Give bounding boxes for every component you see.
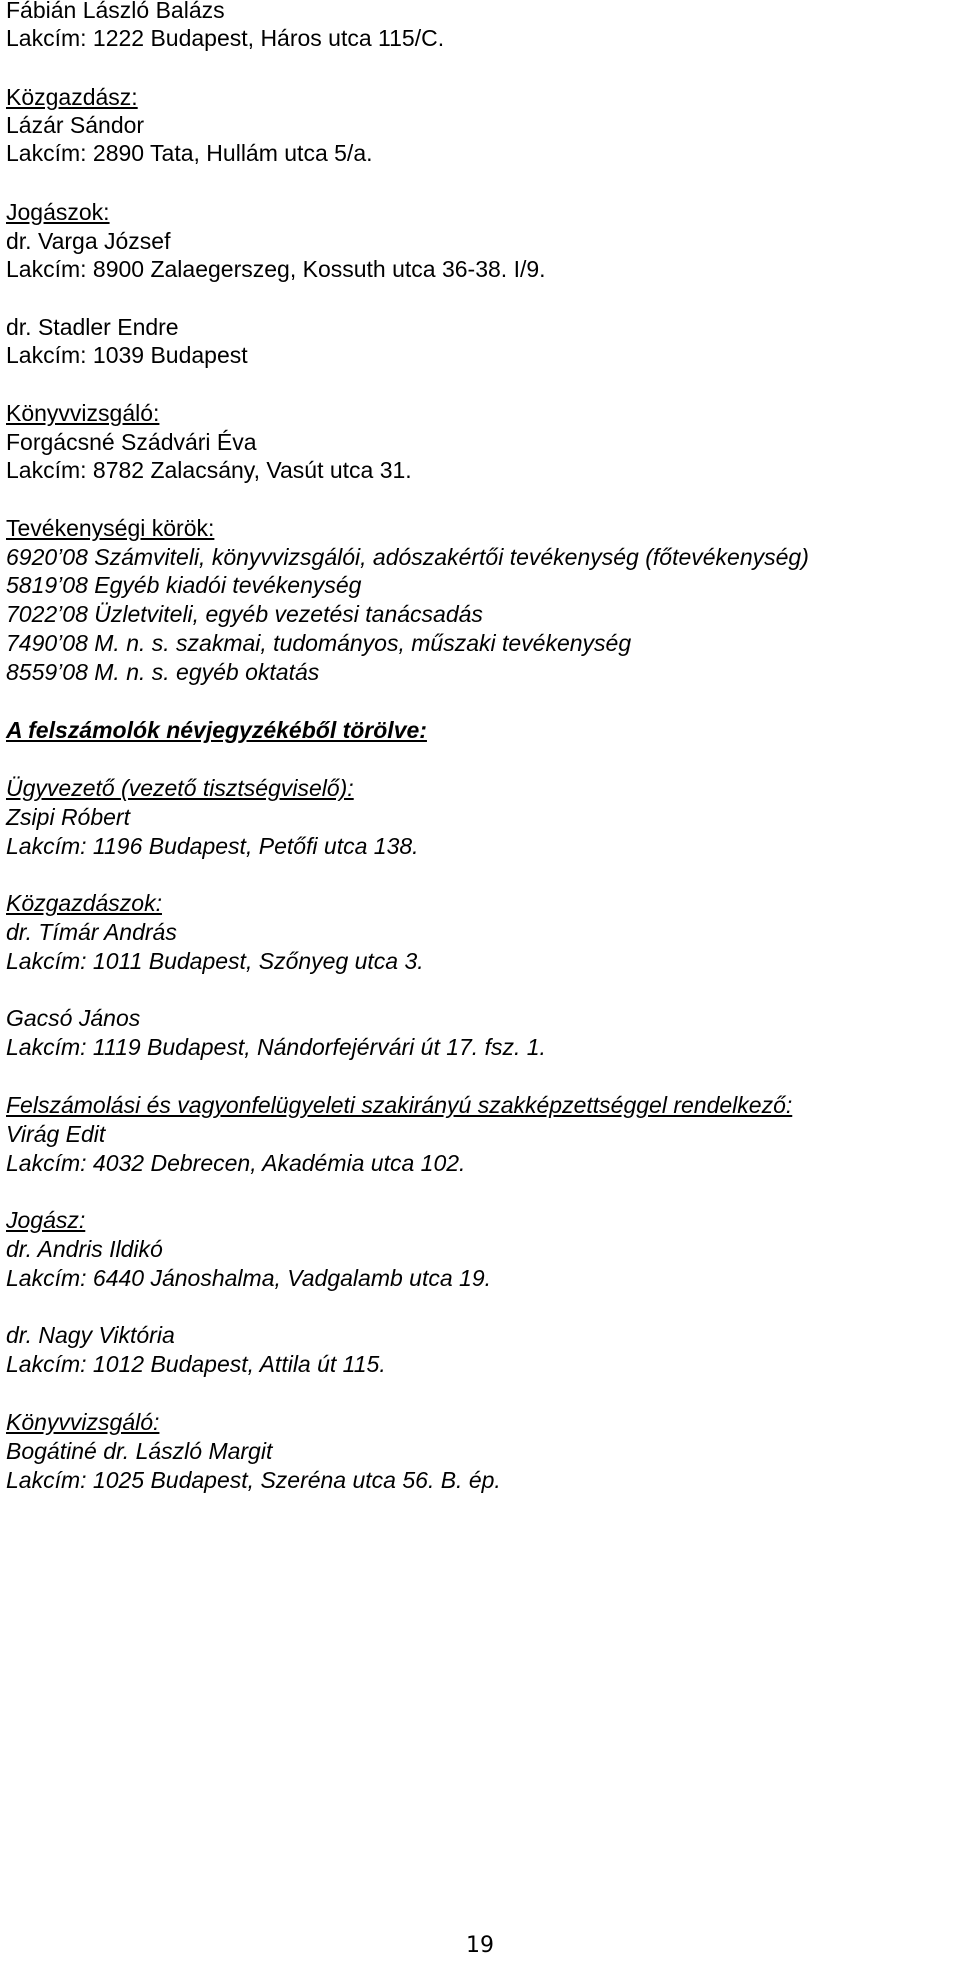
economist-address: Lakcím: 2890 Tata, Hullám utca 5/a. xyxy=(6,140,373,166)
lawyer-2-address: Lakcím: 1039 Budapest xyxy=(6,342,248,368)
manager-name: Zsipi Róbert xyxy=(6,804,130,830)
economists-heading: Közgazdászok: xyxy=(6,890,162,916)
economist-heading: Közgazdász: xyxy=(6,84,138,110)
lawyer-b-address: Lakcím: 1012 Budapest, Attila út 115. xyxy=(6,1351,386,1377)
liquidation-expert-heading: Felszámolási és vagyonfelügyeleti szakirányú szakképzettséggel rendelkező: xyxy=(6,1092,793,1118)
economist-1-name: dr. Tímár András xyxy=(6,919,177,945)
activity-item: 7490’08 M. n. s. szakmai, tudományos, műszaki tevékenység xyxy=(6,630,632,656)
liquidation-expert-address: Lakcím: 4032 Debrecen, Akadémia utca 102. xyxy=(6,1150,466,1176)
activity-item: 7022’08 Üzletviteli, egyéb vezetési tanácsadás xyxy=(6,601,483,627)
page-number: 19 xyxy=(466,1933,494,1958)
economist-name: Lázár Sándor xyxy=(6,112,145,138)
auditor-name: Forgácsné Szádvári Éva xyxy=(6,429,257,455)
auditor-address: Lakcím: 8782 Zalacsány, Vasút utca 31. xyxy=(6,457,412,483)
auditor-2-name: Bogátiné dr. László Margit xyxy=(6,1438,273,1464)
top-person-address: Lakcím: 1222 Budapest, Háros utca 115/C. xyxy=(6,25,445,51)
removed-section-heading: A felszámolók névjegyzékéből törölve: xyxy=(6,717,427,743)
manager-heading: Ügyvezető (vezető tisztségviselő): xyxy=(6,775,354,801)
activities-heading: Tevékenységi körök: xyxy=(6,515,215,541)
activity-item: 5819’08 Egyéb kiadói tevékenység xyxy=(6,572,362,598)
lawyer-heading: Jogász: xyxy=(6,1207,86,1233)
activity-item: 8559’08 M. n. s. egyéb oktatás xyxy=(6,659,320,685)
economist-2-address: Lakcím: 1119 Budapest, Nándorfejérvári út 17. fsz. 1. xyxy=(6,1034,546,1060)
lawyer-a-name: dr. Andris Ildikó xyxy=(6,1236,163,1262)
lawyer-2-name: dr. Stadler Endre xyxy=(6,314,179,340)
manager-address: Lakcím: 1196 Budapest, Petőfi utca 138. xyxy=(6,833,419,859)
lawyer-1-address: Lakcím: 8900 Zalaegerszeg, Kossuth utca 36-38. I/9. xyxy=(6,256,546,282)
lawyers-heading: Jogászok: xyxy=(6,199,110,225)
liquidation-expert-name: Virág Edit xyxy=(6,1121,106,1147)
economist-1-address: Lakcím: 1011 Budapest, Szőnyeg utca 3. xyxy=(6,948,424,974)
activity-item: 6920’08 Számviteli, könyvvizsgálói, adószakértői tevékenység (főtevékenység) xyxy=(6,544,809,570)
economist-2-name: Gacsó János xyxy=(6,1005,141,1031)
top-person-name: Fábián László Balázs xyxy=(6,0,225,23)
lawyer-a-address: Lakcím: 6440 Jánoshalma, Vadgalamb utca 19. xyxy=(6,1265,491,1291)
auditor-2-heading: Könyvvizsgáló: xyxy=(6,1409,160,1435)
auditor-2-address: Lakcím: 1025 Budapest, Szeréna utca 56. B. ép. xyxy=(6,1467,501,1493)
auditor-heading: Könyvvizsgáló: xyxy=(6,400,160,426)
lawyer-b-name: dr. Nagy Viktória xyxy=(6,1322,175,1348)
lawyer-1-name: dr. Varga József xyxy=(6,228,171,254)
